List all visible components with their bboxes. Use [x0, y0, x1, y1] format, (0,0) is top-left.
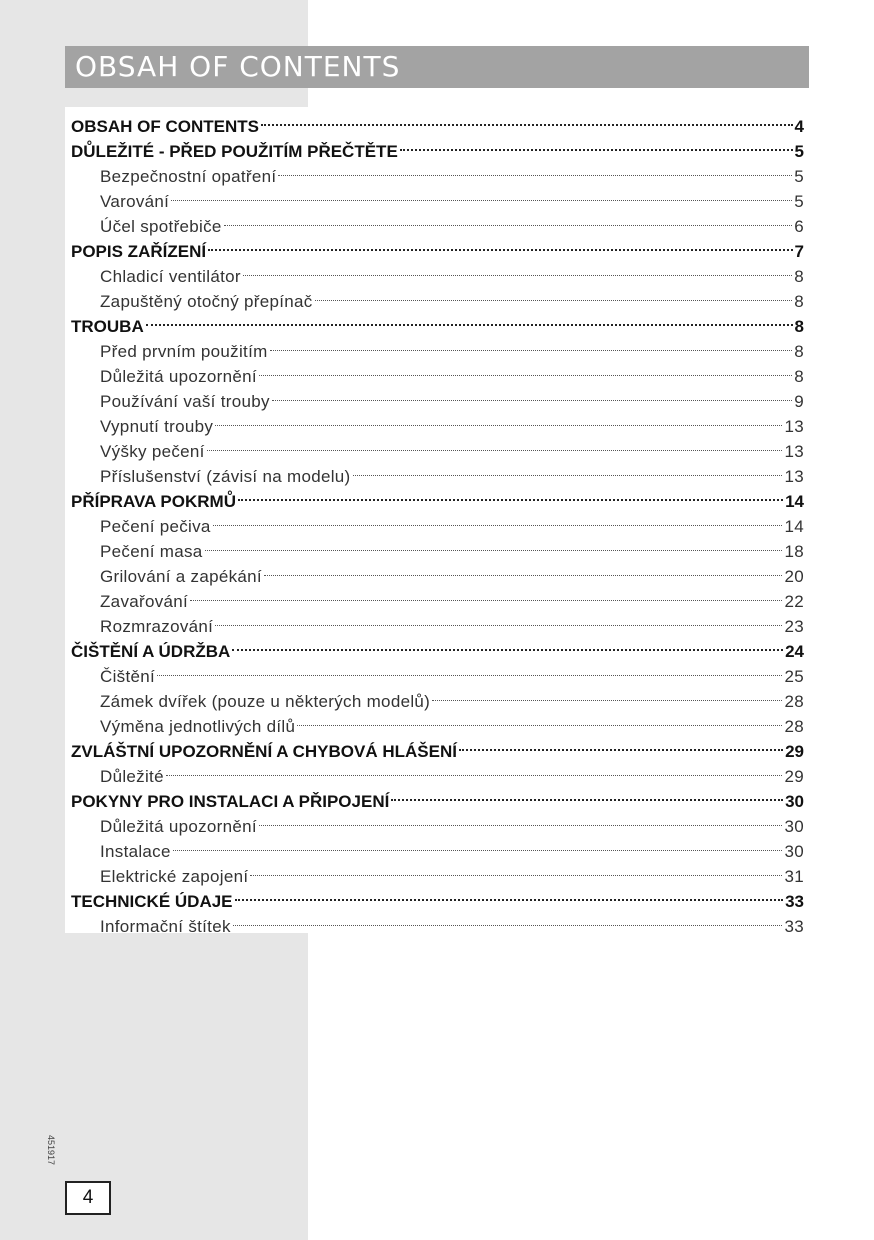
dot-leader	[207, 432, 783, 457]
toc-entry-page: 25	[784, 667, 804, 686]
toc-subsection-entry[interactable]	[65, 182, 809, 211]
toc-subsection-entry[interactable]	[65, 657, 809, 686]
toc-entry-page: 14	[785, 492, 804, 511]
toc-subsection-entry[interactable]	[65, 857, 809, 886]
toc-entry-title: Účel spotřebiče	[100, 217, 222, 236]
dot-leader	[190, 582, 782, 607]
toc-entry-title: Pečení masa	[100, 542, 203, 561]
toc-entry-title: ČIŠTĚNÍ A ÚDRŽBA	[71, 642, 231, 661]
toc-entry-page: 7	[794, 242, 804, 261]
toc-entry-page: 8	[794, 267, 804, 286]
toc-entry-page: 13	[784, 417, 804, 436]
toc-entry-page: 8	[794, 292, 804, 311]
toc-entry-title: Zapuštěný otočný přepínač	[100, 292, 313, 311]
toc-entry-page: 5	[794, 167, 804, 186]
dot-leader	[215, 407, 782, 432]
dot-leader	[250, 857, 782, 882]
dot-leader	[208, 232, 792, 257]
toc-entry-page: 29	[785, 742, 804, 761]
toc-section-entry[interactable]	[65, 307, 809, 336]
toc-subsection-entry[interactable]	[65, 832, 809, 861]
toc-entry-page: 33	[784, 917, 804, 936]
title-bar	[65, 46, 809, 88]
toc-entry-page: 13	[784, 442, 804, 461]
dot-leader	[243, 257, 792, 282]
toc-entry-page: 23	[784, 617, 804, 636]
dot-leader	[224, 207, 793, 232]
toc-entry-title: Před prvním použitím	[100, 342, 268, 361]
dot-leader	[238, 482, 783, 507]
page-number: 4	[65, 1181, 111, 1215]
toc-entry-title: Důležité	[100, 767, 164, 786]
dot-leader	[173, 832, 783, 857]
toc-entry-page: 5	[794, 192, 804, 211]
toc-entry-title: Důležitá upozornění	[100, 817, 257, 836]
dot-leader	[171, 182, 792, 207]
document-code: 451917	[46, 1135, 56, 1166]
toc-entry-title: PŘÍPRAVA POKRMŮ	[71, 492, 236, 511]
toc-subsection-entry[interactable]	[65, 207, 809, 236]
dot-leader	[400, 132, 793, 157]
toc-list	[65, 107, 809, 936]
toc-entry-title: OBSAH OF CONTENTS	[71, 117, 259, 136]
toc-entry-page: 22	[784, 592, 804, 611]
toc-entry-title: Používání vaší trouby	[100, 392, 270, 411]
dot-leader	[459, 732, 783, 757]
dot-leader	[272, 382, 792, 407]
toc-entry-title: TROUBA	[71, 317, 144, 336]
dot-leader	[264, 557, 783, 582]
toc-entry-title: Zavařování	[100, 592, 189, 611]
toc-entry-title: Elektrické zapojení	[100, 867, 249, 886]
toc-entry-page: 28	[784, 692, 804, 711]
dot-leader	[297, 707, 782, 732]
dot-leader	[261, 107, 793, 132]
dot-leader	[166, 757, 783, 782]
dot-leader	[259, 807, 783, 832]
toc-entry-page: 20	[784, 567, 804, 586]
toc-entry-title: Čištění	[100, 667, 156, 686]
dot-leader	[157, 657, 782, 682]
toc-entry-title: Bezpečnostní opatření	[100, 167, 277, 186]
dot-leader	[270, 332, 793, 357]
toc-entry-page: 14	[784, 517, 804, 536]
toc-entry-title: Informační štítek	[100, 917, 231, 936]
toc-entry-page: 8	[794, 317, 804, 336]
toc-entry-page: 13	[784, 467, 804, 486]
toc-entry-title: Chladicí ventilátor	[100, 267, 241, 286]
toc-entry-page: 30	[785, 792, 804, 811]
toc-entry-title: POPIS ZAŘÍZENÍ	[71, 242, 207, 261]
toc-entry-title: Důležitá upozornění	[100, 367, 257, 386]
page-title: OBSAH OF CONTENTS	[75, 50, 401, 83]
toc-entry-title: Výšky pečení	[100, 442, 205, 461]
toc-entry-page: 4	[794, 117, 804, 136]
toc-entry-title: Varování	[100, 192, 170, 211]
toc-entry-page: 18	[784, 542, 804, 561]
toc-entry-title: ZVLÁŠTNÍ UPOZORNĚNÍ A CHYBOVÁ HLÁŠENÍ	[71, 742, 457, 761]
toc-entry-page: 8	[794, 342, 804, 361]
toc-entry-title: Instalace	[100, 842, 171, 861]
dot-leader	[235, 882, 784, 907]
dot-leader	[205, 532, 783, 557]
toc-entry-page: 31	[784, 867, 804, 886]
toc-entry-page: 6	[794, 217, 804, 236]
toc-section-entry[interactable]	[65, 107, 809, 136]
table-of-contents	[65, 107, 809, 936]
toc-entry-title: Výměna jednotlivých dílů	[100, 717, 296, 736]
toc-entry-page: 28	[784, 717, 804, 736]
toc-entry-title: DŮLEŽITÉ - PŘED POUŽITÍM PŘEČTĚTE	[71, 142, 398, 161]
dot-leader	[432, 682, 782, 707]
dot-leader	[233, 907, 783, 932]
dot-leader	[213, 507, 783, 532]
toc-entry-page: 24	[785, 642, 804, 661]
toc-entry-title: Pečení pečiva	[100, 517, 211, 536]
toc-entry-page: 30	[784, 842, 804, 861]
toc-entry-title: Rozmrazování	[100, 617, 214, 636]
toc-entry-title: Vypnutí trouby	[100, 417, 214, 436]
dot-leader	[278, 157, 792, 182]
toc-section-entry[interactable]	[65, 782, 809, 811]
toc-subsection-entry[interactable]	[65, 332, 809, 361]
toc-entry-title: Grilování a zapékání	[100, 567, 262, 586]
toc-entry-page: 30	[784, 817, 804, 836]
toc-subsection-entry[interactable]	[65, 757, 809, 786]
dot-leader	[232, 632, 783, 657]
toc-entry-page: 8	[794, 367, 804, 386]
toc-entry-page: 33	[785, 892, 804, 911]
toc-entry-title: POKYNY PRO INSTALACI A PŘIPOJENÍ	[71, 792, 390, 811]
toc-entry-page: 9	[794, 392, 804, 411]
toc-subsection-entry[interactable]	[65, 682, 809, 711]
toc-entry-title: TECHNICKÉ ÚDAJE	[71, 892, 233, 911]
dot-leader	[259, 357, 792, 382]
toc-entry-page: 5	[794, 142, 804, 161]
dot-leader	[315, 282, 793, 307]
dot-leader	[215, 607, 782, 632]
toc-entry-title: Zámek dvířek (pouze u některých modelů)	[100, 692, 431, 711]
dot-leader	[353, 457, 783, 482]
toc-entry-title: Příslušenství (závisí na modelu)	[100, 467, 351, 486]
toc-entry-page: 29	[784, 767, 804, 786]
dot-leader	[391, 782, 783, 807]
dot-leader	[146, 307, 793, 332]
